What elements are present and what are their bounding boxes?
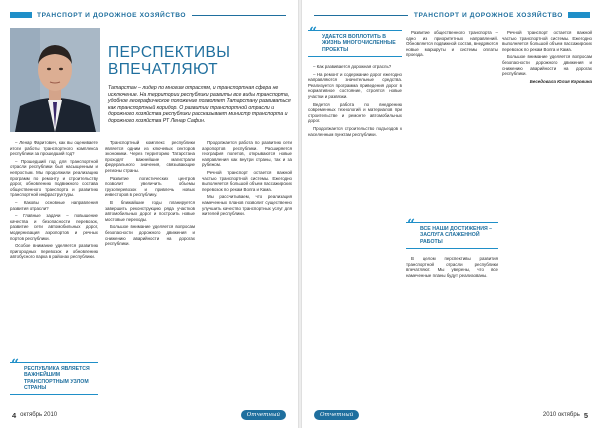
left-page (0, 0, 298, 428)
page-number: 5 (583, 410, 588, 420)
paragraph: Мы рассчитываем, что реализация намеченных планов позволит существенно улучшить качество транспортных услуг для жителей республики. (202, 194, 292, 217)
paragraph: – На ремонт и содержание дорог ежегодно направляются значительные средства. Реализуется программа приведения дорог в нормативное состояние, строятся новые участки и развязки. (308, 71, 402, 99)
paragraph: В ближайшие годы планируется завершить реконструкцию ряда участков автомобильных дорог и построить новые мостовые переходы. (105, 199, 195, 222)
magazine-logo: Отчетный (241, 410, 286, 420)
pull-quote-1: “ РЕСПУБЛИКА ЯВЛЯЕТСЯ ВАЖНЕЙШИМ ТРАНСПОРТНЫМ УЗЛОМ СТРАНЫ (10, 362, 98, 395)
paragraph: Транспортный комплекс республики является одним из ключевых секторов экономики. Через территорию Татарстана проходят важнейшие магистрали федерального значения, связывающие регионы страны. (105, 140, 195, 173)
paragraph: Большое внимание уделяется вопросам безопасности дорожного движения и снижению аварийности на дорогах республики. (105, 224, 195, 247)
paragraph: Ведется работа по внедрению современных технологий и материалов при строительстве и ремонте автомобильных дорог. (308, 101, 402, 124)
text-column-1 (10, 140, 98, 390)
page-number: 4 (12, 410, 17, 420)
header-rule (314, 15, 408, 16)
paragraph: Большое внимание уделяется вопросам безопасности дорожного движения и снижению аварийности на дорогах республики. (502, 54, 592, 77)
issue-date: октябрь 2010 (20, 412, 58, 418)
right-page-header (308, 8, 590, 22)
text-column-6 (502, 30, 592, 402)
header-accent-bar (568, 12, 590, 18)
paragraph: – Каковы основные направления развития отрасли? (10, 199, 98, 211)
pull-quote-3: “ ВСЕ НАШИ ДОСТИЖЕНИЯ – ЗАСЛУГА СЛАЖЕННОЙ РАБОТЫ (406, 222, 498, 249)
paragraph: – Прошедший год для транспортной отрасли республики был насыщенным и непростым. Мы продолжили реализацию программ по ремонту и строительству дорог, обновлению подвижного состава общественного транспорта и развитию транспортной инфраструктуры. (10, 158, 98, 198)
right-page-footer (310, 408, 592, 422)
paragraph: В целом перспективы развития транспортной отрасли республики впечатляют. Мы уверены, что все намеченные планы будут реализованы. (406, 256, 498, 278)
text-column-5b (406, 256, 498, 402)
paragraph: Продолжается строительство подъездов к населенным пунктам республики. (308, 125, 402, 137)
magazine-logo: Отчетный (314, 410, 359, 420)
paragraph: Продолжается работа по развитию сети аэропортов республики. Расширяется география полетов, открываются новые направления как внутри страны, так и за рубежом. (202, 140, 292, 168)
section-title: ТРАНСПОРТ И ДОРОЖНОЕ ХОЗЯЙСТВО (413, 11, 563, 19)
paragraph: Речной транспорт остается важной частью транспортной системы. Ежегодно выполняется большой объем пассажирских перевозок по рекам Волга и Кама. (202, 169, 292, 192)
section-title: ТРАНСПОРТ И ДОРОЖНОЕ ХОЗЯЙСТВО (37, 11, 187, 19)
text-column-3 (202, 140, 292, 402)
right-page (302, 0, 600, 428)
paragraph: Развитие общественного транспорта – одно из приоритетных направлений. Обновляется подвижной состав, внедряются новые маршруты и системы оплаты проезда. (406, 30, 498, 58)
paragraph: – Ленар Фаритович, как вы оцениваете итоги работы транспортного комплекса республики за прошедший год? (10, 140, 98, 157)
paragraph: Развитие логистических центров позволит увеличить объемы грузоперевозок и привлечь новых инвесторов в республику. (105, 175, 195, 198)
paragraph: Особое внимание уделяется развитию пригородных перевозок и обновлению автобусного парка в районах республики. (10, 243, 98, 260)
left-page-header (10, 8, 292, 22)
pull-quote-2: “ УДАЕТСЯ ВОПЛОТИТЬ В ЖИЗНЬ МНОГОЧИСЛЕННЫЕ ПРОЕКТЫ (308, 30, 402, 57)
left-page-footer (8, 408, 290, 422)
portrait-photo (10, 28, 100, 132)
issue-date: 2010 октябрь (542, 412, 580, 418)
article-title: ПЕРСПЕКТИВЫ ВПЕЧАТЛЯЮТ (108, 44, 231, 78)
author-signature: Беседовала Юлия Коровина (529, 78, 592, 84)
paragraph: Речной транспорт остается важной частью транспортной системы. Ежегодно выполняется большой объем пассажирских перевозок по рекам Волга и Кама. (502, 30, 592, 52)
text-column-5a (406, 30, 498, 220)
article-lead: Татарстан – лидер по многим отраслям, и транспортная сфера не исключение. На территории республики развиты все виды транспорта, удобное географическое положение позволяет Татарстану развиваться как транспортный коридор. О развитии транспортной отрасли и дорожного хозяйства республики рассказывает министр транспорта и дорожного хозяйства РТ Ленар Сафин. (108, 85, 291, 124)
text-column-4 (308, 64, 402, 402)
paragraph: – Как развивается дорожная отрасль? (313, 64, 392, 69)
header-rule (192, 15, 286, 16)
header-accent-bar (10, 12, 32, 18)
paragraph: – Главные задачи – повышение качества и безопасности перевозок, развитие сети автомобильных дорог, модернизация аэропортов и речных портов республики. (10, 213, 98, 241)
text-column-2 (105, 140, 195, 402)
